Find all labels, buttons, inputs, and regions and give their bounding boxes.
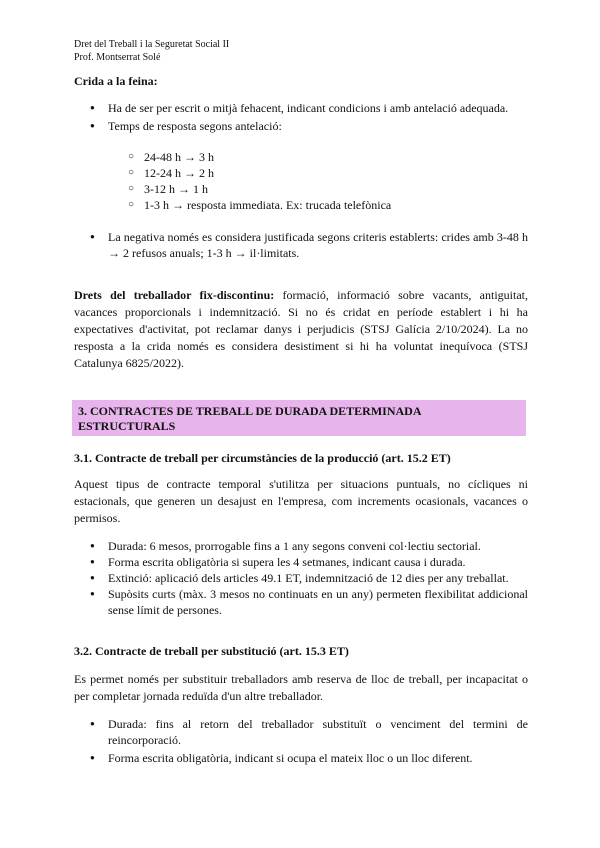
section-3-1-bullets [74,538,528,618]
list-item: ● Supòsits curts (màx. 3 mesos no continuats en un any) permeten flexibilitat addicional sense límit de persones. [74,586,528,618]
list-item: ○ 1-3 h → resposta immediata. Ex: trucada telefònica [74,197,528,213]
drets-lead: Drets del treballador fix-discontinu: [74,288,275,302]
list-item: ● Durada: fins al retorn del treballador substituït o venciment del termini de reincorporació. [74,716,528,748]
header-professor: Prof. Montserrat Solé [74,52,161,63]
crida-title: Crida a la feina: [74,74,158,88]
section-3-2-title: 3.2. Contracte de treball per substitució (art. 15.3 ET) [74,644,349,658]
list-item: ○ 24-48 h → 3 h [74,149,528,165]
list-item: ● Ha de ser per escrit o mitjà fehacent, indicant condicions i amb antelació adequada. [74,100,528,116]
list-item: ● Forma escrita obligatòria, indicant si ocupa el mateix lloc o un lloc diferent. [74,750,528,766]
crida-bullets [74,100,528,134]
list-item: ● Extinció: aplicació dels articles 49.1 ET, indemnització de 12 dies per any treballat. [74,570,528,586]
negativa-bullets [74,229,528,261]
section-3-title: 3. CONTRACTES DE TREBALL DE DURADA DETERMINADA ESTRUCTURALS [78,404,421,433]
response-times-list [74,149,528,213]
drets-text: formació, informació sobre vacants, antiguitat, vacances proporcionals i indemnització. Si no és cridat en període establert i hi ha expectatives d'activitat, pot reclamar danys i perjudicis (STSJ Galícia 2/10/2024). La no resposta a la crida només es considera desistiment si hi ha voluntat inequívoca (STSJ Catalunya 6825/2022). [74,288,528,370]
header-course: Dret del Treball i la Seguretat Social II [74,39,230,50]
list-item: ● La negativa només es considera justificada segons criteris establerts: crides amb 3-48 h → 2 refusos anuals; 1-3 h → il·limitats. [74,229,528,261]
list-item: ● Forma escrita obligatòria si supera les 4 setmanes, indicant causa i durada. [74,554,528,570]
list-item: ● Durada: 6 mesos, prorrogable fins a 1 any segons conveni col·lectiu sectorial. [74,538,528,554]
drets-paragraph [74,287,528,372]
section-3-2-intro: Es permet només per substituir treballadors amb reserva de lloc de treball, per incapacitat o per completar jornada reduïda d'un altre treballador. [74,672,528,703]
list-item: ● Temps de resposta segons antelació: [74,118,528,134]
section-3-heading [72,400,526,436]
list-item: ○ 3-12 h → 1 h [74,181,528,197]
section-3-1-title: 3.1. Contracte de treball per circumstàncies de la producció (art. 15.2 ET) [74,451,451,465]
section-3-1-intro: Aquest tipus de contracte temporal s'utilitza per situacions puntuals, no cícliques ni estacionals, que generen un desajust en l'empresa, com increments ocasionals, vacances o permisos. [74,477,528,525]
section-3-2-bullets [74,716,528,766]
list-item: ○ 12-24 h → 2 h [74,165,528,181]
